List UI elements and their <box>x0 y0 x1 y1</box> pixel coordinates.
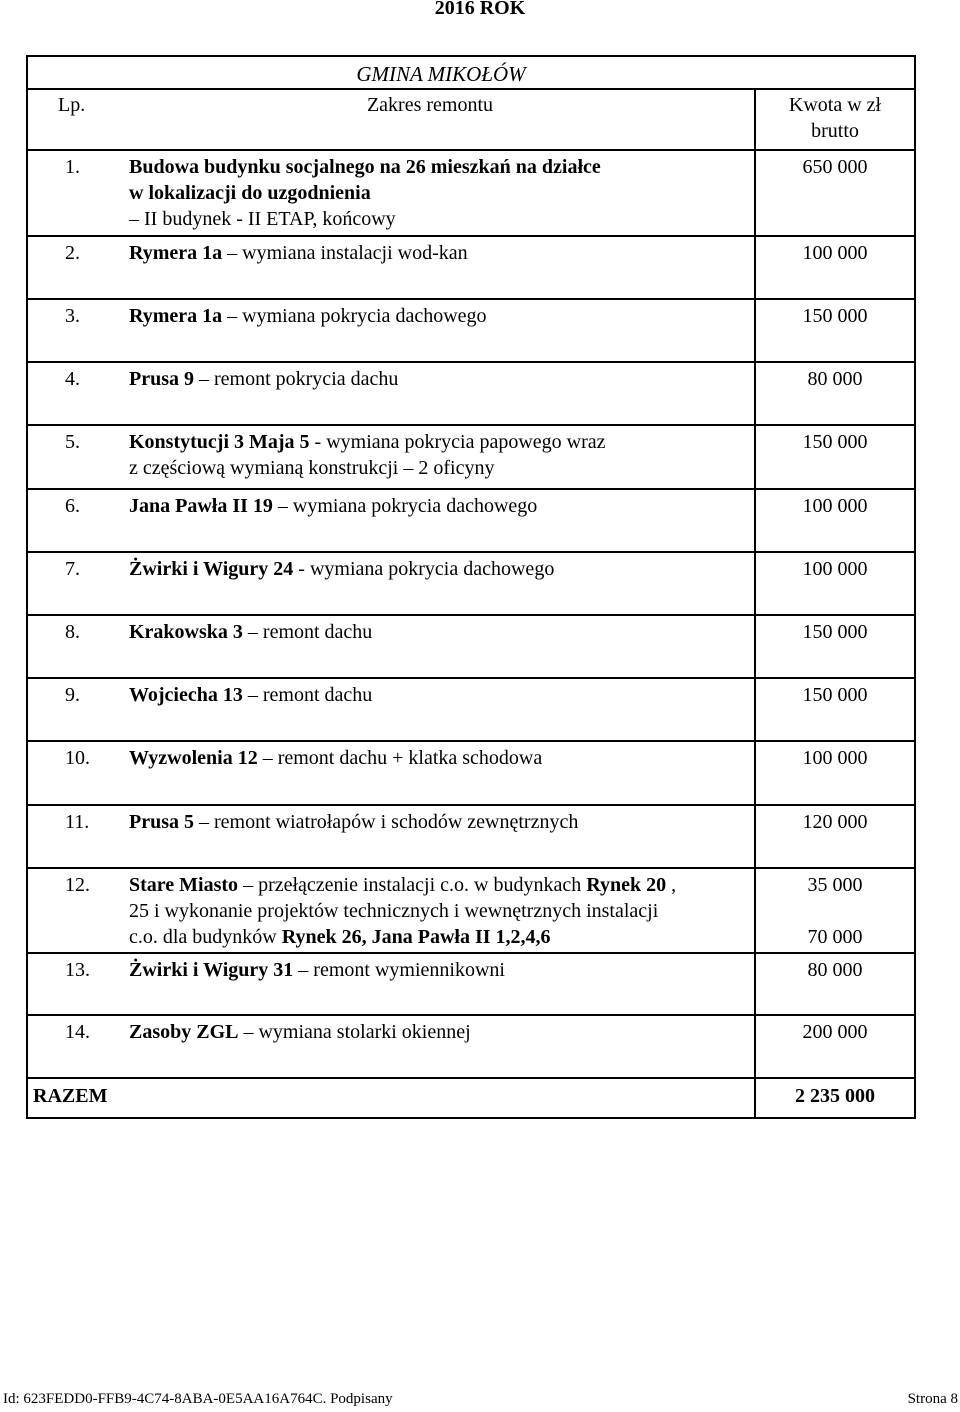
row-address: Krakowska 3 <box>129 621 243 643</box>
header-amount <box>754 90 914 149</box>
table-row <box>28 361 914 424</box>
row-work: - wymiana pokrycia dachowego <box>293 558 555 580</box>
total-label: RAZEM <box>33 1085 108 1107</box>
row-work-2: , <box>666 874 677 896</box>
row-amount: 150 000 <box>754 426 914 488</box>
total-amount: 2 235 000 <box>754 1079 914 1117</box>
row-work: – przełączenie instalacji c.o. w budynkach <box>238 874 587 896</box>
section-title: GMINA MIKOŁÓW <box>356 62 526 86</box>
row-address: Wojciecha 13 <box>129 684 243 706</box>
row-address: Rymera 1a <box>129 305 223 327</box>
table-row <box>28 488 914 551</box>
row-description <box>126 553 754 614</box>
table-row <box>28 677 914 740</box>
table-row <box>28 614 914 677</box>
row-address: Wyzwolenia 12 <box>129 747 258 769</box>
row-work: – remont dachu <box>242 621 373 643</box>
row-work: - wymiana pokrycia papowego wraz <box>309 431 606 453</box>
row-description-line3: c.o. dla budynków <box>129 926 282 948</box>
row-lp: 1. <box>65 156 80 178</box>
row-amount: 150 000 <box>754 679 914 740</box>
row-description <box>126 616 754 677</box>
table-row <box>28 235 914 298</box>
row-work: – wymiana pokrycia dachowego <box>222 305 487 327</box>
row-address: Stare Miasto <box>129 874 239 896</box>
row-address: Zasoby ZGL <box>129 1021 239 1043</box>
row-lp: 12. <box>65 874 90 896</box>
row-work: – remont dachu <box>242 684 373 706</box>
row-description-line2: 25 i wykonanie projektów technicznych i wewnętrznych instalacji <box>129 900 659 922</box>
row-lp: 2. <box>65 242 80 264</box>
row-address: Prusa 5 <box>129 811 194 833</box>
row-description <box>126 1016 754 1077</box>
row-work: – remont dachu + klatka schodowa <box>257 747 543 769</box>
row-address: Jana Pawła II 19 <box>129 495 273 517</box>
table-row <box>28 551 914 614</box>
page-number: Strona 8 <box>907 1391 958 1407</box>
row-lp: 9. <box>65 684 80 706</box>
row-address-line2: w lokalizacji do uzgodnienia <box>129 182 371 204</box>
row-description <box>126 300 754 361</box>
row-work: – wymiana stolarki okiennej <box>238 1021 471 1043</box>
section-title-row <box>28 57 914 88</box>
row-work: – remont pokrycia dachu <box>194 368 399 390</box>
row-work: – remont wiatrołapów i schodów zewnętrznych <box>194 811 579 833</box>
row-work: – remont wymiennikowni <box>293 959 505 981</box>
row-amount <box>754 869 914 952</box>
table-row <box>28 1014 914 1077</box>
row-lp: 3. <box>65 305 80 327</box>
row-address-2: Rynek 20 <box>586 874 667 896</box>
header-scope: Zakres remontu <box>366 94 494 116</box>
total-row <box>28 1077 914 1117</box>
row-amount: 150 000 <box>754 300 914 361</box>
row-lp: 8. <box>65 621 80 643</box>
row-address: Prusa 9 <box>129 368 194 390</box>
row-amount: 100 000 <box>754 237 914 298</box>
document-id: Id: 623FEDD0-FFB9-4C74-8ABA-0E5AA16A764C. Podpisany <box>3 1391 393 1407</box>
row-description <box>126 679 754 740</box>
row-work: – wymiana pokrycia dachowego <box>272 495 538 517</box>
row-description <box>126 426 754 488</box>
row-lp: 13. <box>65 959 90 981</box>
row-address: Żwirki i Wigury 31 <box>129 959 294 981</box>
row-amount: 650 000 <box>754 151 914 235</box>
row-amount: 120 000 <box>754 806 914 867</box>
row-work: – wymiana instalacji wod-kan <box>222 242 468 264</box>
row-amount: 80 000 <box>754 954 914 1014</box>
row-description-line2: z częściową wymianą konstrukcji – 2 oficyny <box>129 457 495 479</box>
row-lp: 6. <box>65 495 80 517</box>
row-description-line3: – II budynek - II ETAP, końcowy <box>129 208 396 230</box>
table-row <box>28 149 914 235</box>
row-amount: 80 000 <box>754 363 914 424</box>
row-amount: 150 000 <box>754 616 914 677</box>
table-row <box>28 424 914 488</box>
row-description <box>126 954 754 1014</box>
row-lp: 7. <box>65 558 80 580</box>
header-amount-line2: brutto <box>811 120 859 142</box>
row-amount: 100 000 <box>754 553 914 614</box>
table-row <box>28 952 914 1014</box>
row-lp: 14. <box>65 1021 90 1043</box>
row-description <box>126 806 754 867</box>
row-address: Rymera 1a <box>129 242 223 264</box>
row-address-3: Rynek 26, Jana Pawła II 1,2,4,6 <box>281 926 551 948</box>
row-description <box>126 490 754 551</box>
row-lp: 5. <box>65 431 80 453</box>
table-row <box>28 804 914 867</box>
row-description <box>126 363 754 424</box>
row-amount: 200 000 <box>754 1016 914 1077</box>
table-row <box>28 740 914 804</box>
row-lp: 4. <box>65 368 80 390</box>
row-amount-1: 35 000 <box>807 874 863 896</box>
row-amount: 100 000 <box>754 490 914 551</box>
row-description <box>126 237 754 298</box>
row-description <box>126 742 754 804</box>
header-lp: Lp. <box>58 94 86 116</box>
year-heading: 2016 ROK <box>434 0 526 19</box>
header-row <box>28 88 914 149</box>
row-address: Żwirki i Wigury 24 <box>129 558 294 580</box>
row-lp: 10. <box>65 747 90 769</box>
header-amount-line1: Kwota w zł <box>788 94 882 116</box>
row-description <box>126 869 754 952</box>
row-address: Budowa budynku socjalnego na 26 mieszkań na działce <box>129 156 601 178</box>
row-amount: 100 000 <box>754 742 914 804</box>
row-address: Konstytucji 3 Maja 5 <box>129 431 310 453</box>
table-row <box>28 298 914 361</box>
row-amount-2: 70 000 <box>807 926 863 948</box>
table-row <box>28 867 914 952</box>
row-lp: 11. <box>65 811 90 833</box>
row-description <box>126 151 754 235</box>
renovation-table <box>26 55 916 1119</box>
